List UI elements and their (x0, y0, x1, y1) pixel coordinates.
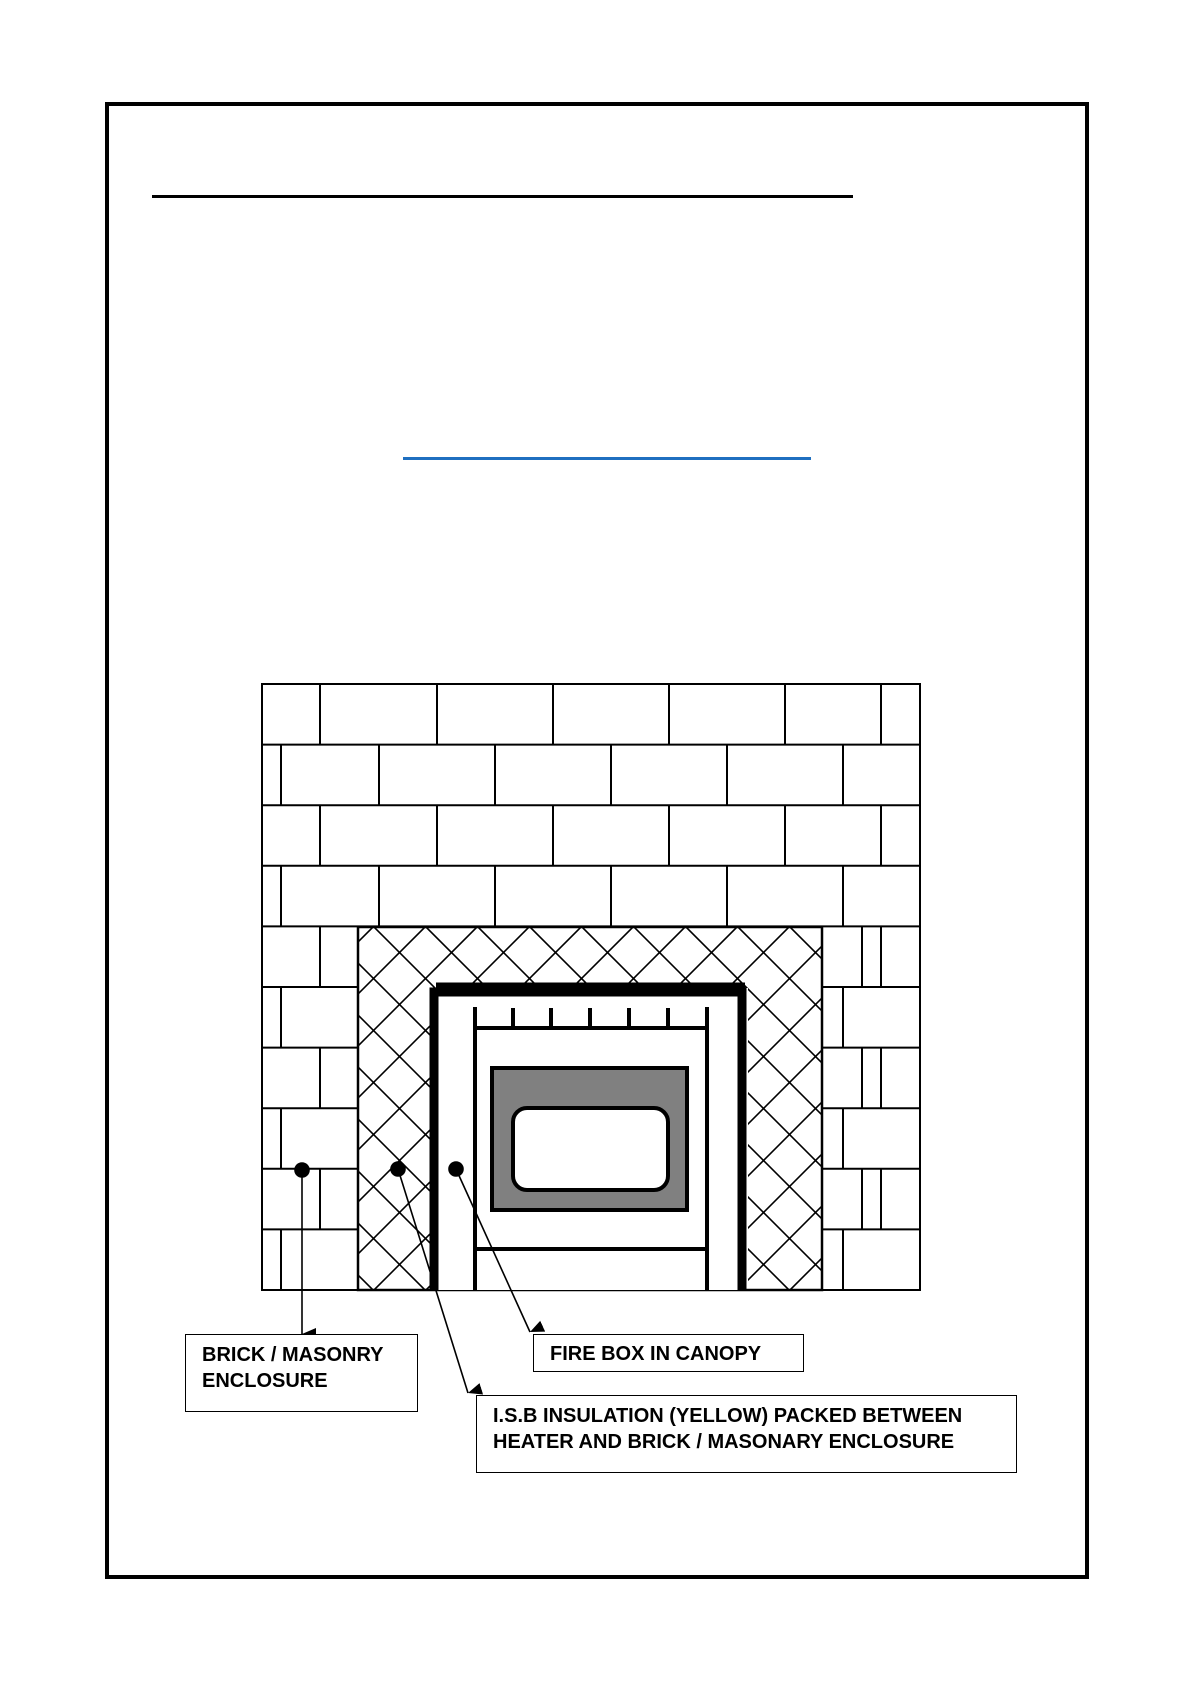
door-glass (513, 1108, 668, 1190)
label-brick-masonry-enclosure (185, 1334, 418, 1412)
hatch-line (1154, 927, 1192, 1290)
label-fire-box (533, 1334, 804, 1372)
hatch-line (998, 927, 1192, 1290)
hatch-line (894, 927, 1192, 1290)
label-firebox-text: FIRE BOX IN CANOPY (550, 1343, 762, 1365)
fire-box-canopy (432, 986, 746, 1290)
hatch-line (1050, 927, 1192, 1290)
hatch-line (946, 927, 1192, 1290)
label-brick-line1: BRICK / MASONRY (202, 1344, 384, 1366)
label-isb-line1: I.S.B INSULATION (YELLOW) PACKED BETWEEN (493, 1405, 963, 1427)
label-isb-insulation (476, 1395, 1017, 1473)
hatch-line (894, 927, 1192, 1290)
label-isb-line2: HEATER AND BRICK / MASONARY ENCLOSURE (493, 1431, 955, 1453)
label-brick-line2: ENCLOSURE (202, 1370, 328, 1392)
hatch-line (946, 927, 1192, 1290)
hatch-line (1050, 927, 1192, 1290)
hatch-line (1102, 927, 1192, 1290)
hatch-line (1154, 927, 1192, 1290)
hatch-line (998, 927, 1192, 1290)
hatch-line (1102, 927, 1192, 1290)
